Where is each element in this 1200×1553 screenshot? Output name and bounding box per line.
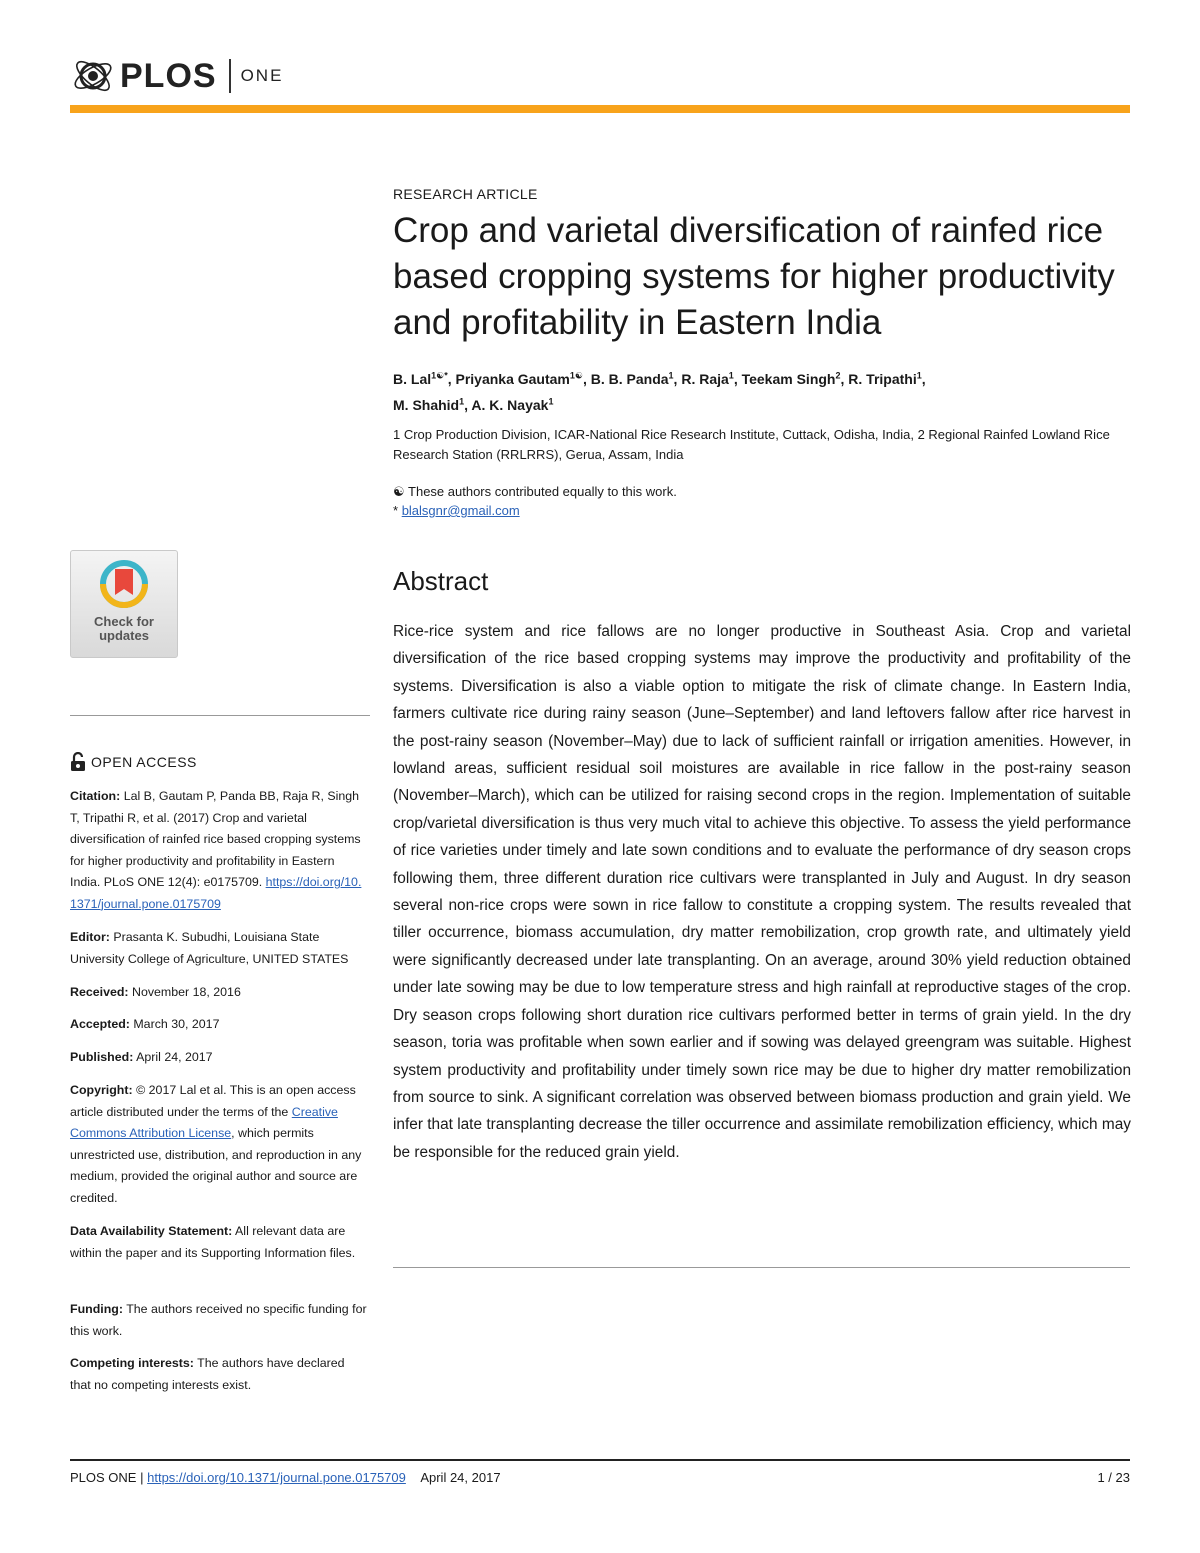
citation-doi-link[interactable]: https://doi.org/10.1371/journal.pone.0175709 [70, 875, 362, 911]
competing-interests-block: Competing interests: The authors have declared that no competing interests exist. [70, 1356, 345, 1392]
sidebar-divider [70, 715, 370, 716]
published-date: Published: April 24, 2017 [70, 1050, 213, 1064]
author[interactable]: A. K. Nayak$^1$ [471, 396, 554, 414]
check-for-updates-badge[interactable] [70, 550, 178, 658]
open-access-label: OPEN ACCESS [70, 752, 197, 772]
author[interactable]: R. Tripathi$^1$, [848, 370, 926, 387]
article-title: Crop and varietal diversification of rainfed rice based cropping systems for higher productivity and profitability in Eastern India [393, 211, 1115, 342]
accepted-date: Accepted: March 30, 2017 [70, 1017, 220, 1031]
corresponding-author: * blalsgnr@gmail.com [393, 503, 520, 518]
author[interactable]: B. Lal$^{1☯*}$, [393, 370, 456, 387]
footer-rule [70, 1459, 1130, 1461]
contribution-notes [393, 482, 1133, 520]
author[interactable]: M. Shahid$^1$, [393, 396, 472, 414]
badge-label: Check for updates [94, 614, 154, 643]
author[interactable]: R. Raja$^1$, [681, 370, 742, 387]
footer-journal: PLOS ONE [70, 1470, 137, 1485]
abstract-text: Rice-rice system and rice fallows are no longer productive in Southeast Asia. Crop and varietal diversification of the rice based cropping systems may improve the productivity and profitability of the systems. Diversification is also a viable option to mitigate the risk of climate change. In Eastern India, farmers cultivate rice during rainy season (June–September) and land leftovers fallow after rice harvest in the post-rainy season (November–May) due to lack of sufficient rainfall or irrigation amenities. However, in lowland areas, sufficient residual soil moistures are available in rice fallow in the post-rainy season (November–March), which can be utilized for raising second crops in the region. Implementation of suitable crop/varietal diversification is thus very much vital to achieve this objective. To assess the yield performance of rice varieties under timely and late sown conditions and to evaluate the performance of dry season crops following them, three different duration rice cultivars were transplanted in July and August. In dry season several non-rice crops were sown in rice fallow to constitute a cropping system. The results revealed that tiller occurrence, biomass accumulation, dry matter remobilization, crop growth rate, and ultimately yield were significantly decreased under late transplanting. On an average, around 30% yield reduction obtained under late sowing may be due to low temperature stress and high rainfall at reproductive stages of the crop. Dry season crops following short duration rice cultivars performed better in terms of grain yield. In the dry season, toria was profitable when sown earlier and if sowing was delayed greengram was suitable. Highest system productivity and profitability under timely sown rice may be due to higher dry matter remobilization from source to sink. A significant correlation was observed between biomass production and grain yield. We infer that late transplanting decrease the tiller occurrence and assimilate remobilization efficiency, which may be responsible for the reduced grain yield. [393, 623, 1131, 1161]
abstract-heading: Abstract [393, 566, 489, 596]
affiliations: 1 Crop Production Division, ICAR-National Rice Research Institute, Cuttack, Odisha, India, 2 Regional Rainfed Lowland Rice Research Station (RRLRRS), Gerua, Assam, India [393, 427, 1110, 462]
editor-block: Editor: Prasanta K. Subudhi, Louisiana State University College of Agriculture, UNITED STATES [70, 930, 349, 966]
open-lock-icon [70, 752, 86, 772]
footer-citation: PLOS ONE | https://doi.org/10.1371/journal.pone.0175709 April 24, 2017 [70, 1470, 501, 1485]
header-bar [70, 105, 1130, 113]
page-number: 1 / 23 [1097, 1470, 1130, 1485]
footer-doi-link[interactable]: https://doi.org/10.1371/journal.pone.0175709 [147, 1470, 406, 1485]
license-link[interactable]: Creative Commons Attribution License [70, 1104, 338, 1140]
logo-divider [229, 59, 231, 93]
author[interactable]: Teekam Singh$^2$, [741, 370, 849, 387]
plos-globe-icon [70, 53, 116, 99]
copyright-block: Copyright: © 2017 Lal et al. This is an open access article distributed under the terms of the Creative Commons Attribution License, which permits unrestricted use, distribution, and reproduction in any medium, provided the original author and source are credited. [70, 1083, 362, 1205]
author[interactable]: Priyanka Gautam$^{1☯}$, [455, 370, 591, 387]
funding-block: Funding: The authors received no specific funding for this work. [70, 1302, 367, 1338]
article-type: RESEARCH ARTICLE [393, 186, 538, 202]
footer-date: April 24, 2017 [420, 1470, 501, 1485]
abstract-divider [393, 1267, 1130, 1268]
journal-logo[interactable] [70, 52, 283, 100]
author[interactable]: B. B. Panda$^1$, [590, 370, 682, 387]
logo-word: PLOS [120, 56, 217, 95]
equal-contribution-note: ☯ These authors contributed equally to this work. [393, 484, 677, 499]
logo-subtitle: ONE [240, 66, 284, 85]
email-link[interactable]: blalsgnr@gmail.com [401, 503, 520, 518]
received-date: Received: November 18, 2016 [70, 985, 241, 999]
data-availability-block: Data Availability Statement: All relevant data are within the paper and its Supporting Information files. [70, 1224, 356, 1260]
author-list [393, 364, 1133, 417]
citation-block: Citation: Lal B, Gautam P, Panda BB, Raja R, Singh T, Tripathi R, et al. (2017) Crop and varietal diversification of rainfed rice based cropping systems for higher productivity and profitability in Eastern India. PLoS ONE 12(4): e0175709. https://doi.org/10.1371/journal.pone.0175709 [70, 789, 362, 911]
crossmark-icon [99, 559, 149, 611]
